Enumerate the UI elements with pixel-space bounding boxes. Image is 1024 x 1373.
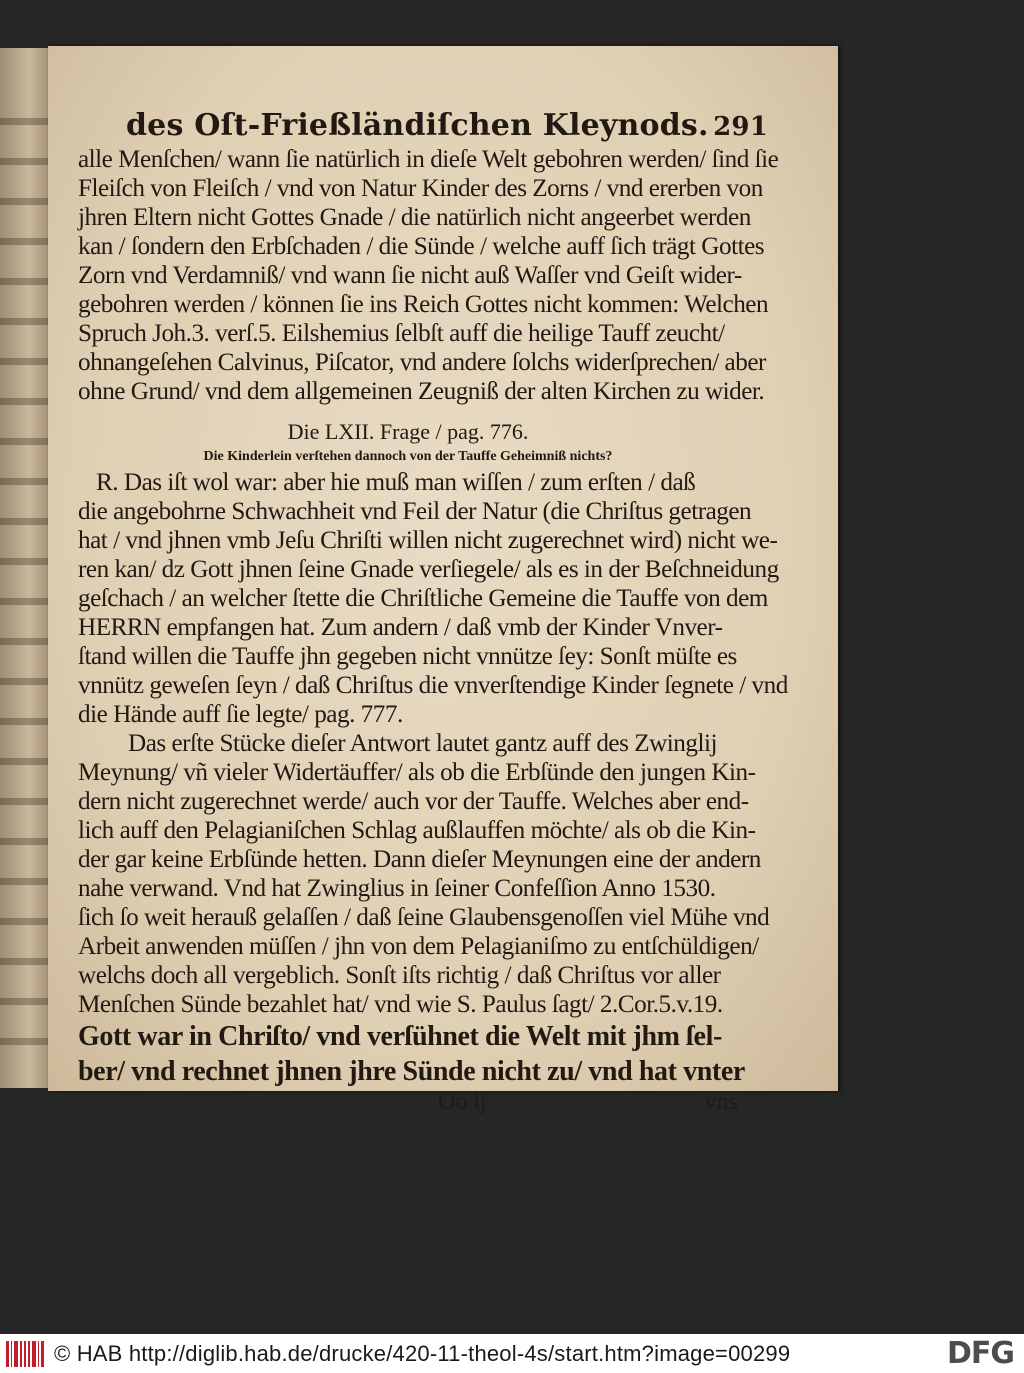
dfg-logo: DFG	[946, 1336, 1014, 1371]
text-line: dern nicht zugerechnet werde/ auch vor der Tauffe. Welches aber end-	[78, 788, 749, 815]
text-line: ſich ſo weit herauß gelaſſen / daß ſeine Glaubensgenoſſen viel Mühe vnd	[78, 904, 770, 931]
text-line: HERRN empfangen hat. Zum andern / daß vmb der Kinder Vnver-	[78, 614, 723, 641]
text-line: Zorn vnd Verdamniß/ vnd wann ſie nicht auß Waſſer vnd Geiſt wider-	[78, 262, 742, 289]
section-title: Die LXII. Frage / pag. 776.	[287, 419, 529, 444]
footer-bar	[0, 1334, 1024, 1373]
text-line: ſtand willen die Tauffe jhn gegeben nicht vnnütze ſey: Sonſt müſte es	[78, 643, 737, 670]
previous-page-edge	[0, 48, 50, 1088]
text-line: lich auff den Pelagianiſchen Schlag außlauffen möchte/ als ob die Kin-	[78, 817, 756, 844]
running-header	[126, 108, 768, 143]
hab-logo-icon	[6, 1341, 44, 1367]
text-line: der gar keine Erbſünde hetten. Dann dieſer Meynungen eine der andern	[78, 846, 761, 873]
copyright-link[interactable]: © HAB http://diglib.hab.de/drucke/420-11-theol-4s/start.htm?image=00299	[54, 1340, 791, 1366]
page-number: 291	[713, 112, 768, 142]
text-line: nahe verwand. Vnd hat Zwinglius in ſeiner Confeſſion Anno 1530.	[78, 875, 716, 902]
catchword: vns	[704, 1089, 738, 1115]
paragraph-3	[78, 729, 770, 1019]
text-line: die Hände auff ſie legte/ pag. 777.	[78, 701, 403, 728]
section-subtitle: Die Kinderlein verſtehen dannoch von der Tauffe Geheimniß nichts?	[203, 449, 613, 464]
text-line: R. Das iſt wol war: aber hie muß man wiſſen / zum erſten / daß	[96, 469, 696, 496]
text-line: welchs doch all vergeblich. Sonſt iſts richtig / daß Chriſtus vor aller	[78, 962, 721, 989]
text-line: Das erſte Stücke dieſer Antwort lautet gantz auff des Zwinglij	[128, 730, 717, 757]
text-line: Arbeit anwenden müſſen / jhn von dem Pelagianiſmo zu entſchüldigen/	[78, 933, 759, 960]
text-line: vnnütz geweſen ſeyn / daß Chriſtus die vnverſtendige Kinder ſegnete / vnd	[78, 672, 788, 699]
quote-line: Gott war in Chriſto/ vnd verſühnet die Welt mit jhm ſel-	[78, 1021, 722, 1052]
text-line: hat / vnd jhnen vmb Jeſu Chriſti willen nicht zugerechnet wird) nicht we-	[78, 527, 778, 554]
header-title: des Oſt-Frießländiſchen Kleynods.	[126, 108, 709, 143]
text-line: ohnangeſehen Calvinus, Piſcator, vnd andere ſolchs widerſprechen/ aber	[78, 349, 766, 376]
text-line: Meynung/ vñ vieler Widertäuffer/ als ob die Erbſünde den jungen Kin-	[78, 759, 756, 786]
text-line: alle Menſchen/ wann ſie natürlich in dieſe Welt gebohren werden/ ſind ſie	[78, 146, 779, 173]
emphasized-quote	[78, 1019, 745, 1089]
text-line: jhren Eltern nicht Gottes Gnade / die natürlich nicht angeerbet werden	[78, 204, 751, 231]
text-line: Menſchen Sünde bezahlet hat/ vnd wie S. Paulus ſagt/ 2.Cor.5.v.19.	[78, 991, 723, 1018]
book-page	[48, 46, 838, 1115]
text-line: kan / ſondern den Erbſchaden / die Sünde / welche auff ſich trägt Gottes	[78, 233, 765, 260]
text-line: Fleiſch von Fleiſch / vnd von Natur Kinder des Zorns / vnd ererben von	[78, 175, 763, 202]
text-line: ren kan/ dz Gott jhnen ſeine Gnade verſiegele/ als es in der Beſchneidung	[78, 556, 779, 583]
text-line: ohne Grund/ vnd dem allgemeinen Zeugniß der alten Kirchen zu wider.	[78, 378, 765, 405]
paragraph-1	[78, 145, 779, 406]
signature-row	[78, 1089, 738, 1116]
text-line: Spruch Joh.3. verſ.5. Eilshemius ſelbſt auff die heilige Tauff zeucht/	[78, 320, 725, 347]
text-line: gebohren werden / können ſie ins Reich Gottes nicht kommen: Welchen	[78, 291, 769, 318]
text-line: die angebohrne Schwachheit vnd Feil der Natur (die Chriſtus getragen	[78, 498, 752, 525]
quote-line: ber/ vnd rechnet jhnen jhre Sünde nicht zu/ vnd hat vnter	[78, 1056, 745, 1087]
paragraph-2	[78, 468, 788, 729]
text-line: geſchach / an welcher ſtette die Chriſtliche Gemeine die Tauffe von dem	[78, 585, 768, 612]
page-content	[78, 108, 788, 1116]
signature-mark: Oo ij	[438, 1089, 487, 1115]
